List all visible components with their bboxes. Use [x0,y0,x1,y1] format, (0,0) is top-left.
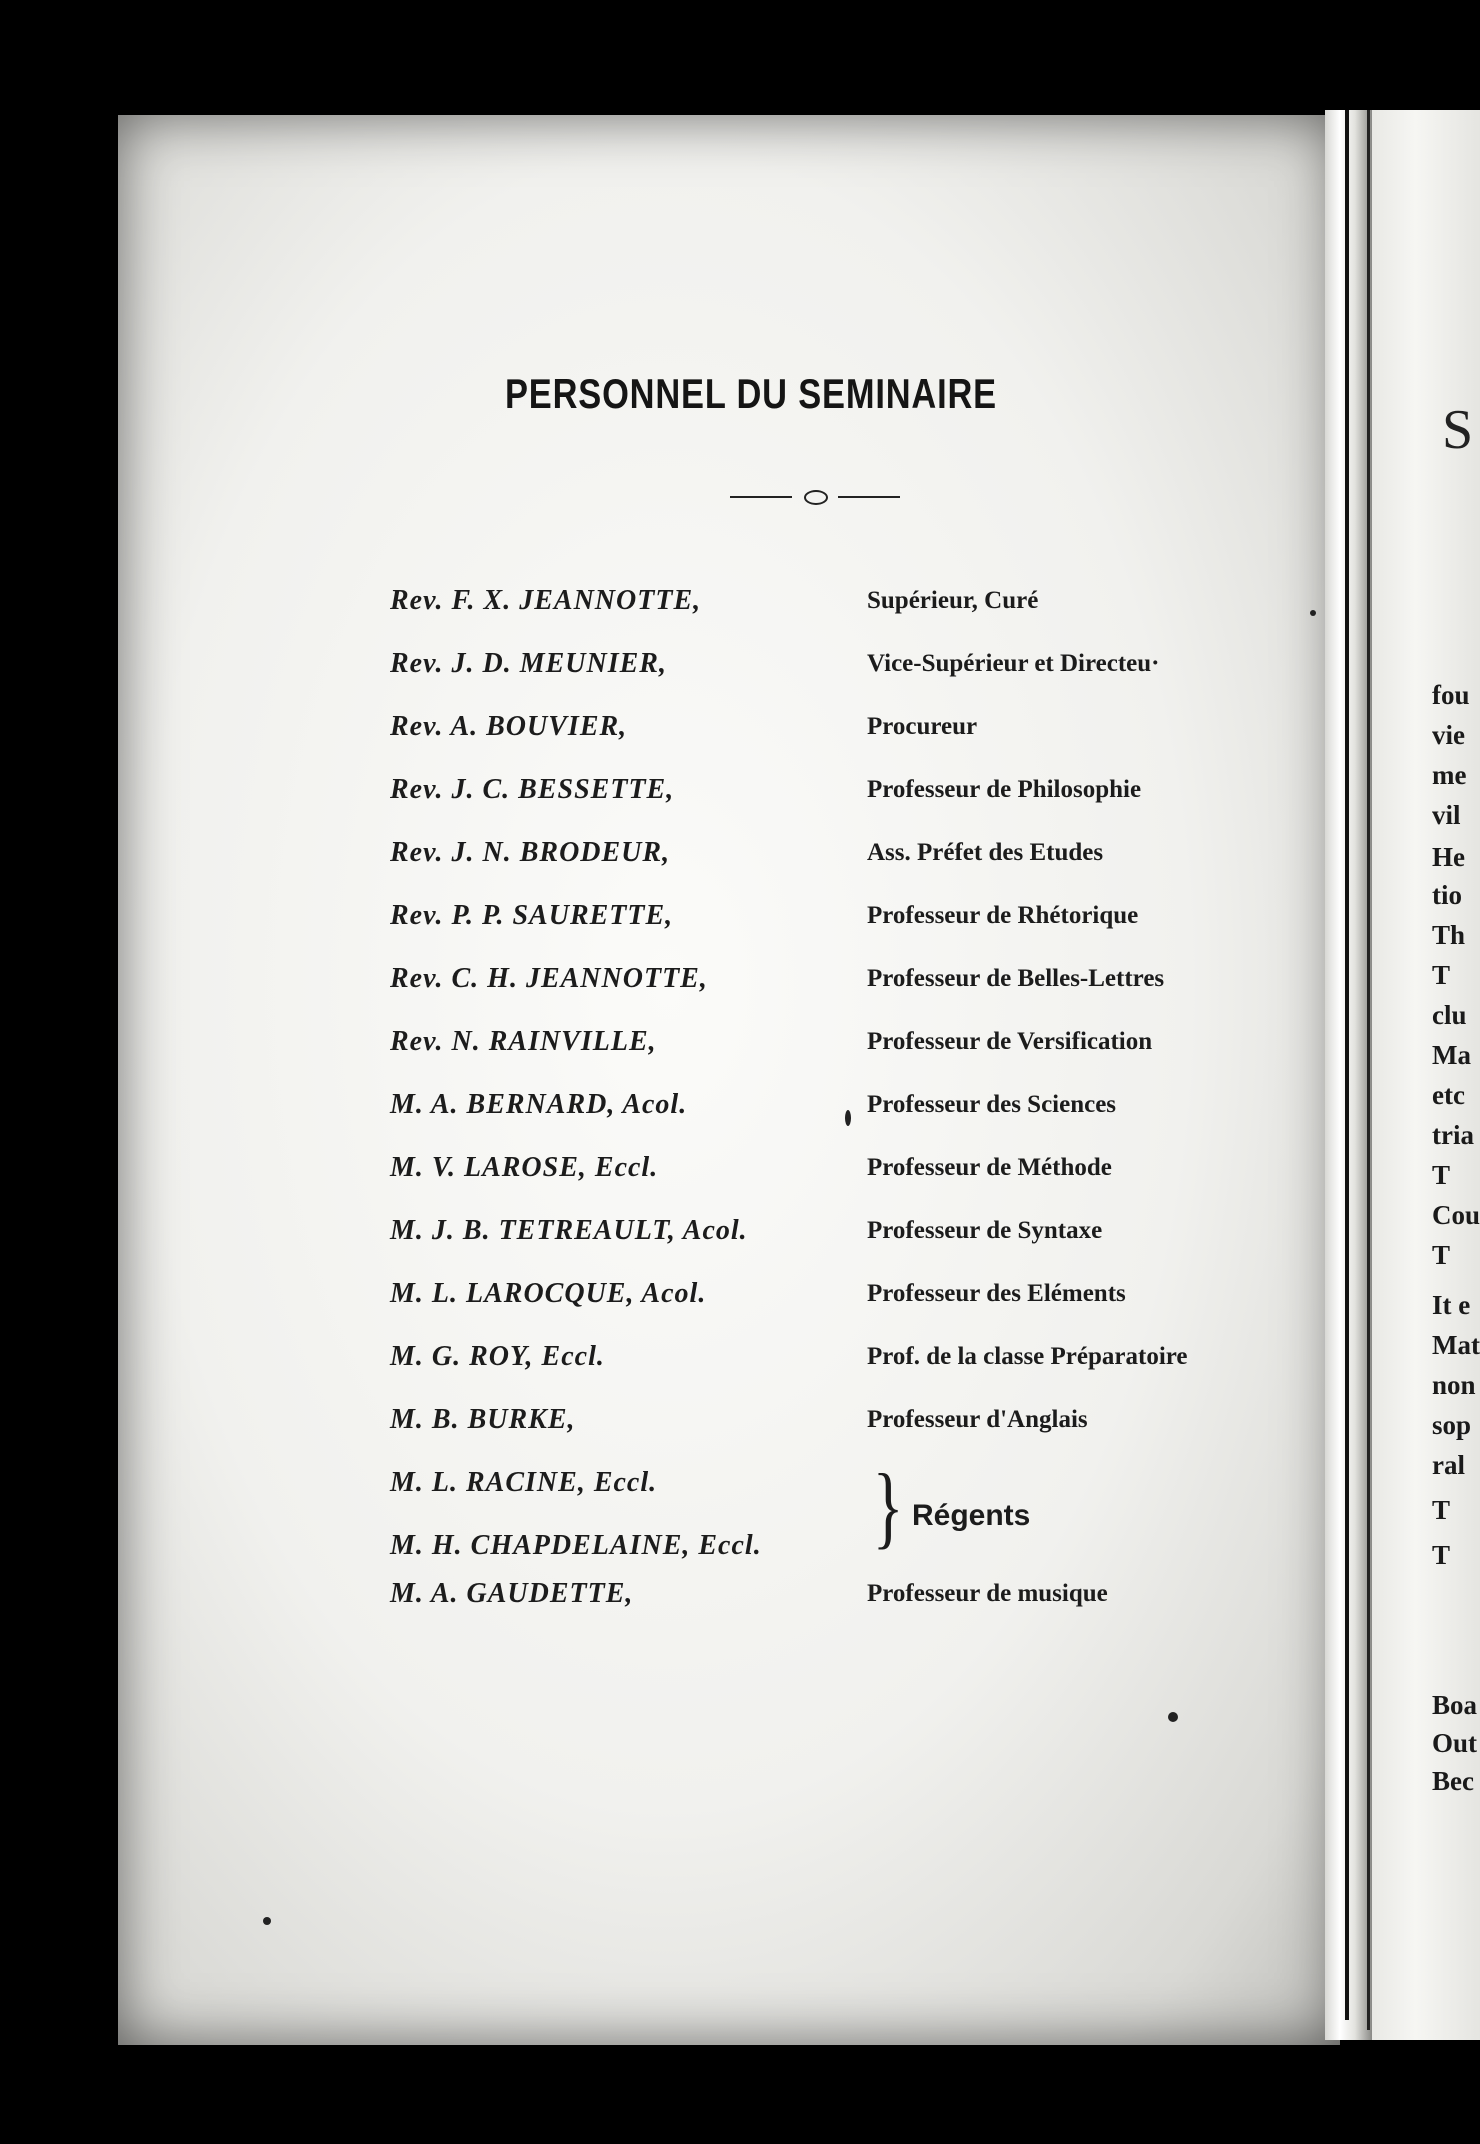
facing-page-fragment: T [1432,960,1451,990]
title-ornament [730,485,900,509]
staff-role: Professeur de Rhétorique [867,902,1139,929]
staff-name: Rev. J. C. BESSETTE, [390,774,675,805]
facing-page-fragment: vie [1432,720,1465,750]
staff-name: M. H. CHAPDELAINE, Eccl. [390,1530,762,1561]
staff-name: Rev. J. N. BRODEUR, [390,837,671,868]
page-title: PERSONNEL DU SEMINAIRE [505,370,997,417]
facing-page-fragment: T [1432,1495,1451,1525]
staff-role: Supérieur, Curé [867,587,1039,614]
facing-page-fragment: T [1432,1240,1451,1270]
facing-page-fragment: non [1432,1370,1476,1400]
staff-name: Rev. C. H. JEANNOTTE, [390,963,708,994]
staff-role: Professeur des Sciences [867,1091,1117,1118]
staff-name: M. L. LAROCQUE, Acol. [390,1278,707,1309]
facing-page-initial: S [1442,399,1474,461]
facing-page-fragment: Boa [1432,1690,1478,1720]
facing-page-fragment: etc [1432,1080,1465,1110]
staff-name: M. L. RACINE, Eccl. [390,1467,658,1498]
staff-role: Professeur de Syntaxe [867,1217,1103,1244]
facing-page-fragment: vil [1432,800,1461,830]
staff-name: M. G. ROY, Eccl. [390,1341,605,1372]
staff-role: Procureur [867,713,978,740]
regents-label: Régents [912,1499,1031,1532]
staff-role: Professeur de Méthode [867,1154,1112,1181]
staff-role: Vice-Supérieur et Directeu· [867,650,1160,677]
facing-page-fragment: T [1432,1160,1451,1190]
staff-role: Ass. Préfet des Etudes [867,839,1104,866]
ink-speck [1168,1712,1178,1722]
binding-line [1345,110,1349,2020]
staff-name: Rev. F. X. JEANNOTTE, [390,585,702,616]
ink-speck [1310,610,1316,616]
facing-page-fragment: tio [1432,880,1462,910]
regents-brace: } [872,1455,904,1557]
facing-page-fragment: ral [1432,1450,1465,1480]
facing-page-fragment: Ma [1432,1040,1471,1070]
ink-speck [845,1110,851,1126]
facing-page-fragment: clu [1432,1000,1467,1030]
staff-role: Prof. de la classe Préparatoire [867,1343,1188,1370]
staff-name: Rev. P. P. SAURETTE, [390,900,674,931]
facing-page-fragment: T [1432,1540,1451,1570]
staff-role: Professeur de Versification [867,1028,1153,1055]
staff-name: Rev. J. D. MEUNIER, [390,648,667,679]
facing-page-fragment: Cou [1432,1200,1480,1230]
staff-name: Rev. N. RAINVILLE, [390,1026,657,1057]
staff-role: Professeur de Philosophie [867,776,1142,803]
staff-name: M. B. BURKE, [390,1404,576,1435]
staff-name: M. J. B. TETREAULT, Acol. [390,1215,748,1246]
facing-page-fragment: Th [1432,920,1466,950]
facing-page-fragment: Out [1432,1728,1478,1758]
staff-name: Rev. A. BOUVIER, [390,711,628,742]
facing-page-fragment: He [1432,842,1465,872]
facing-page-fragment: tria [1432,1120,1474,1150]
facing-page-fragment: Mat [1432,1330,1480,1360]
staff-role: Professeur de musique [867,1580,1108,1607]
staff-name: M. A. BERNARD, Acol. [390,1089,688,1120]
facing-page [1372,110,1480,2040]
staff-name: M. A. GAUDETTE, [390,1578,634,1609]
staff-role: Professeur des Eléments [867,1280,1126,1307]
facing-page-fragment: sop [1432,1410,1472,1440]
staff-name: M. V. LAROSE, Eccl. [390,1152,659,1183]
facing-page-fragment: It e [1432,1290,1471,1320]
staff-role: Professeur d'Anglais [867,1406,1088,1433]
facing-page-fragment: Bec [1432,1766,1474,1796]
facing-page-fragment: fou [1432,680,1470,710]
ink-speck [263,1917,271,1925]
staff-role: Professeur de Belles-Lettres [867,965,1165,992]
binding-line-edge [1367,110,1370,2030]
facing-page-fragment: me [1432,760,1467,790]
